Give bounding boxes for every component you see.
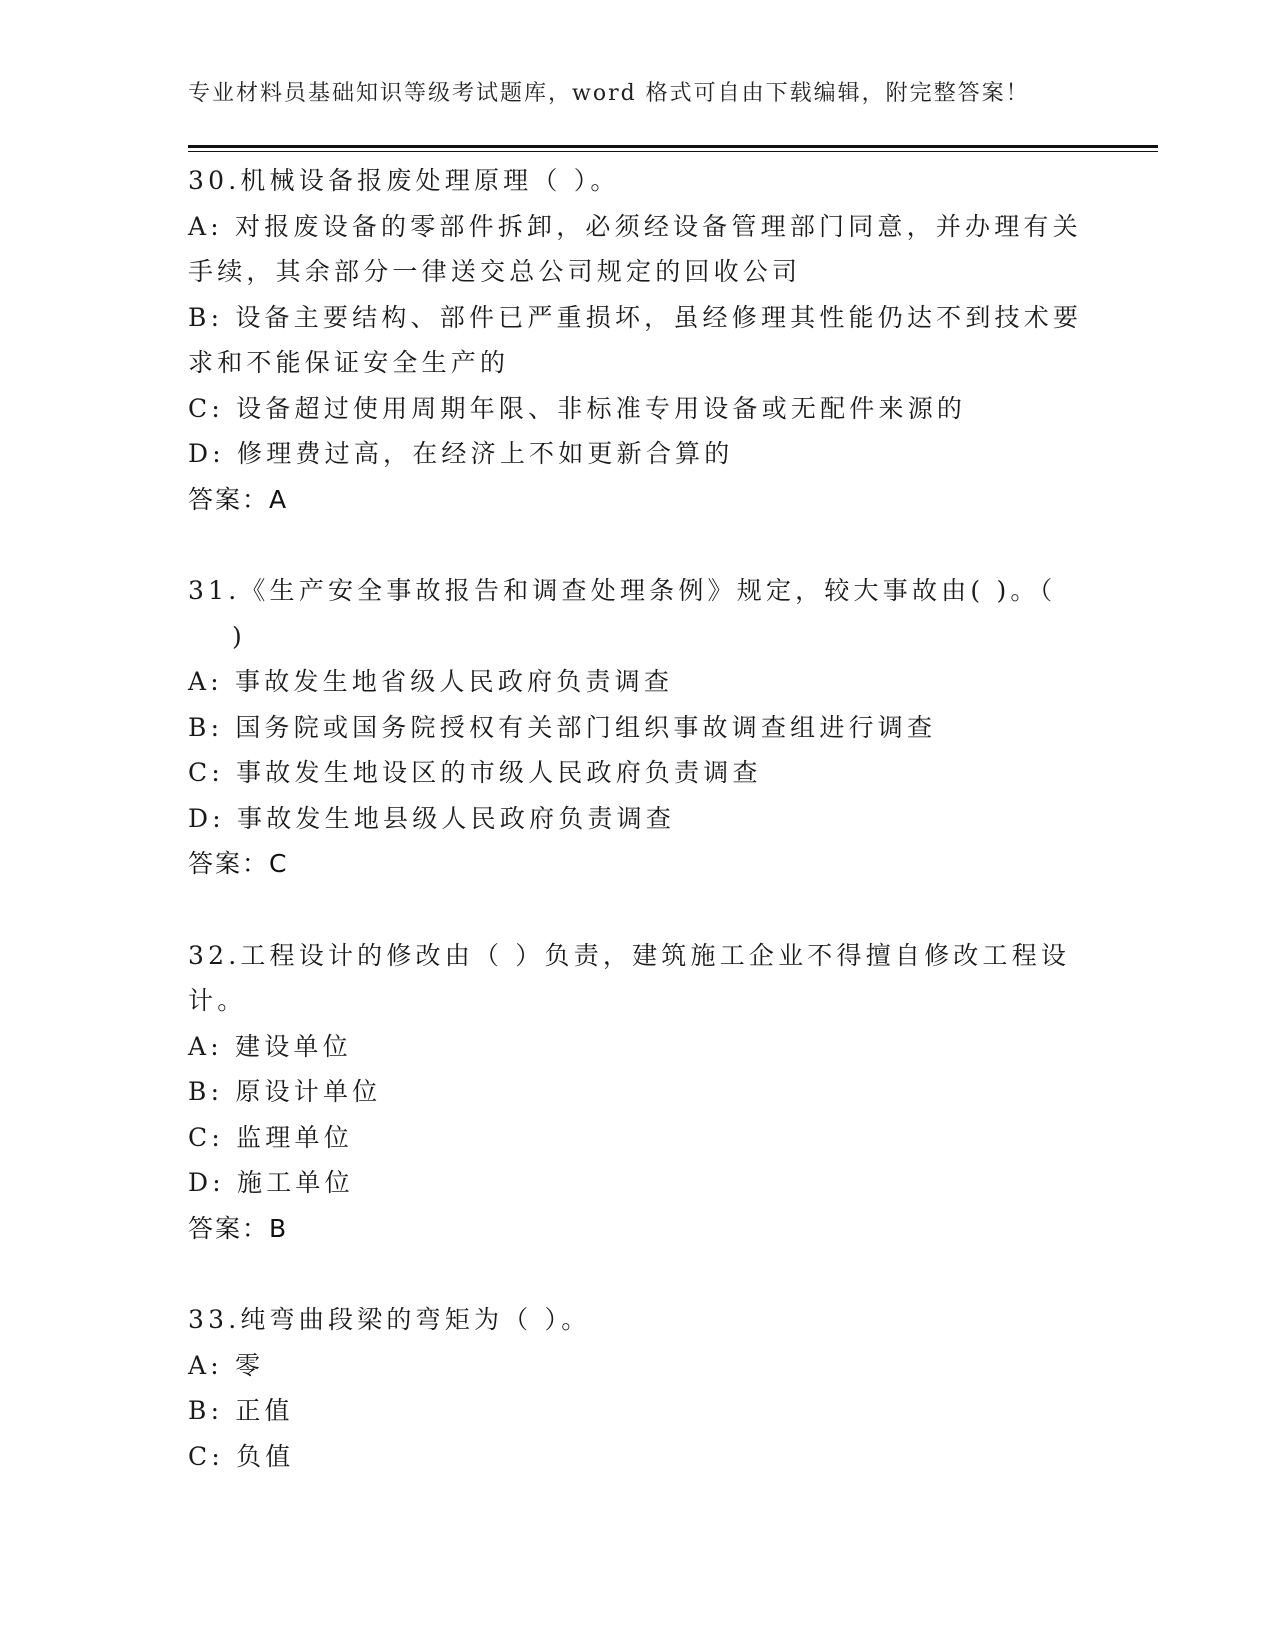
option-c: C: 设备超过使用周期年限、非标准专用设备或无配件来源的 xyxy=(188,393,967,423)
option-c: C: 负值 xyxy=(188,1441,295,1471)
question-30 xyxy=(188,158,1088,522)
option-c: C: 事故发生地设区的市级人民政府负责调查 xyxy=(188,758,762,787)
option-b: B: 原设计单位 xyxy=(188,1077,382,1106)
question-stem: 33.纯弯曲段梁的弯矩为（ ）。 xyxy=(188,1305,591,1334)
question-stem: 30.机械设备报废处理原理（ ）。 xyxy=(188,166,620,195)
option-b-continued: 求和不能保证安全生产的 xyxy=(188,348,510,377)
answer-label: 答案：A xyxy=(188,484,289,514)
option-a-continued: 手续，其余部分一律送交总公司规定的回收公司 xyxy=(188,257,802,286)
option-c: C: 监理单位 xyxy=(188,1122,353,1152)
question-stem-continued: 计。 xyxy=(188,986,247,1015)
option-a: A: 零 xyxy=(188,1350,265,1380)
option-a: A: 事故发生地省级人民政府负责调查 xyxy=(188,667,674,696)
question-stem: 32.工程设计的修改由（ ）负责，建筑施工企业不得擅自修改工程设 xyxy=(188,940,1071,970)
question-32 xyxy=(188,933,1088,1252)
page-header: 专业材料员基础知识等级考试题库，word 格式可自由下载编辑，附完整答案！ xyxy=(188,81,1030,106)
option-d: D: 修理费过高，在经济上不如更新合算的 xyxy=(188,439,734,468)
option-d: D: 施工单位 xyxy=(188,1168,354,1197)
option-b: B: 国务院或国务院授权有关部门组织事故调查组进行调查 xyxy=(188,712,937,742)
option-a: A: 建设单位 xyxy=(188,1031,352,1061)
answer-label: 答案：B xyxy=(188,1213,289,1243)
option-d: D: 事故发生地县级人民政府负责调查 xyxy=(188,803,676,833)
header-rule-thick xyxy=(188,145,1158,148)
header-rule-thin xyxy=(188,151,1158,152)
option-b: B: 设备主要结构、部件已严重损坏，虽经修理其性能仍达不到技术要 xyxy=(188,302,1083,332)
question-stem: 31.《生产安全事故报告和调查处理条例》规定，较大事故由( )。（ xyxy=(188,576,1057,605)
question-stem-continued: ) xyxy=(232,621,246,651)
option-a: A: 对报废设备的零部件拆卸，必须经设备管理部门同意，并办理有关 xyxy=(188,211,1082,241)
option-b: B: 正值 xyxy=(188,1396,294,1425)
answer-label: 答案：C xyxy=(188,849,289,878)
question-33 xyxy=(188,1297,1088,1479)
question-list xyxy=(188,158,1088,1525)
question-31 xyxy=(188,568,1088,887)
